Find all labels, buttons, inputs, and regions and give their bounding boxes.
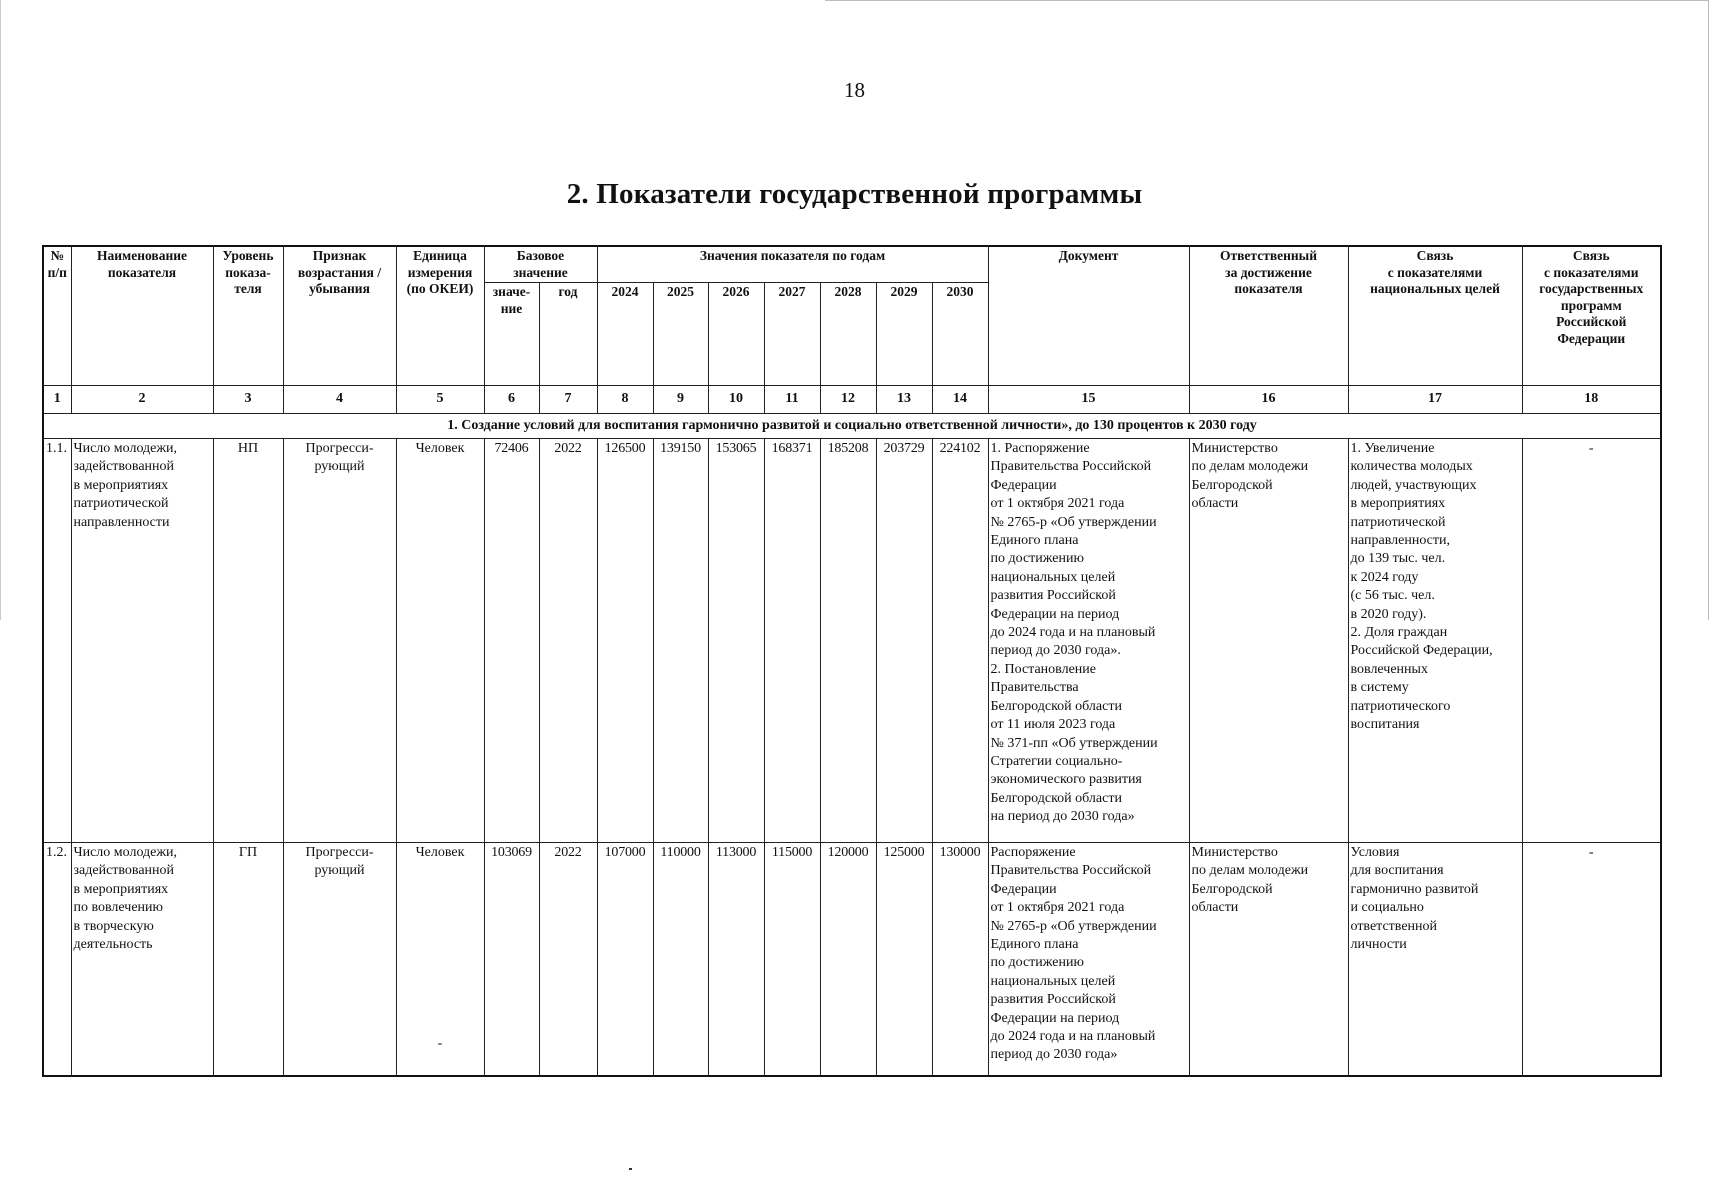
year-value: 110000 [653,843,708,1077]
header-unit: Единица измерения (по ОКЕИ) [396,246,484,386]
row-number: 1.2. [43,843,71,1077]
scan-edge-top [825,0,1709,1]
indicator-name: Число молодежи, задействованной в мероприятиях по вовлечению в творческую деятельность [71,843,213,1077]
header-year: 2030 [932,283,988,386]
indicator-trend: Прогресси- рующий [283,439,396,843]
table-row [43,843,1661,1077]
national-goals-text: Условия для воспитания гармонично развитой и социально ответственной личности [1348,843,1522,1077]
column-number: 14 [932,386,988,414]
year-value: 224102 [932,439,988,843]
indicator-unit: Человек [415,845,465,860]
header-base: Базовое значение [484,246,597,283]
year-value: 203729 [876,439,932,843]
page-title: 2. Показатели государственной программы [566,178,1143,210]
column-number: 3 [213,386,283,414]
section-row [43,414,1661,439]
national-goals-text: 1. Увеличение количества молодых людей, участвующих в мероприятиях патриотической направленности, до 139 тыс. чел. к 2024 году (с 56 тыс. чел. в 2020 году). 2. Доля граждан Российской Федерации, вовлеченных в систему патриотического воспитания [1348,439,1522,843]
header-trend: Признак возрастания / убывания [283,246,396,386]
year-value: 153065 [708,439,764,843]
header-base-value: значе- ние [484,283,539,386]
year-value: 126500 [597,439,653,843]
scan-speck [629,1168,632,1170]
indicator-unit-cell [396,843,484,1077]
header-responsible: Ответственный за достижение показателя [1189,246,1348,386]
header-no: № п/п [43,246,71,386]
state-programs-text: - [1522,843,1661,1077]
header-document: Документ [988,246,1189,386]
header-year: 2024 [597,283,653,386]
column-number: 12 [820,386,876,414]
column-number: 9 [653,386,708,414]
year-value: 125000 [876,843,932,1077]
column-number: 11 [764,386,820,414]
header-year: 2029 [876,283,932,386]
header-base-year: год [539,283,597,386]
header-values-by-year: Значения показателя по годам [597,246,988,283]
responsible-text: Министерство по делам молодежи Белгородской области [1189,843,1348,1077]
column-number: 8 [597,386,653,414]
year-value: 113000 [708,843,764,1077]
indicator-unit: Человек [396,439,484,843]
column-number: 18 [1522,386,1661,414]
column-number: 4 [283,386,396,414]
year-value: 115000 [764,843,820,1077]
unit-dash-mark: - [437,1035,443,1051]
header-row [43,246,1661,283]
indicator-name: Число молодежи, задействованной в мероприятиях патриотической направленности [71,439,213,843]
row-number: 1.1. [43,439,71,843]
indicator-level: НП [213,439,283,843]
page-number: 18 [844,78,865,102]
header-level: Уровень показа- теля [213,246,283,386]
state-programs-text: - [1522,439,1661,843]
table-row [43,439,1661,843]
header-state-programs: Связь с показателями государственных программ Российской Федерации [1522,246,1661,386]
section-title: 1. Создание условий для воспитания гармонично развитой и социально ответственной личности», до 130 процентов к 2030 году [43,414,1661,439]
header-year: 2025 [653,283,708,386]
header-national-goals: Связь с показателями национальных целей [1348,246,1522,386]
header-name: Наименование показателя [71,246,213,386]
header-year: 2026 [708,283,764,386]
indicator-level: ГП [213,843,283,1077]
column-number: 15 [988,386,1189,414]
base-value: 72406 [484,439,539,843]
base-year: 2022 [539,439,597,843]
header-year: 2028 [820,283,876,386]
column-number: 5 [396,386,484,414]
year-value: 107000 [597,843,653,1077]
year-value: 168371 [764,439,820,843]
base-year: 2022 [539,843,597,1077]
year-value: 130000 [932,843,988,1077]
column-number: 2 [71,386,213,414]
base-value: 103069 [484,843,539,1077]
column-numbers-row [43,386,1661,414]
column-number: 17 [1348,386,1522,414]
indicators-table [42,245,1662,1077]
column-number: 6 [484,386,539,414]
column-number: 16 [1189,386,1348,414]
document-text: 1. Распоряжение Правительства Российской Федерации от 1 октября 2021 года № 2765-р «Об утверждении Единого плана по достижению национальных целей развития Российской Федерации на период до 2024 года и на плановый период до 2030 года». 2. Постановление Правительства Белгородской области от 11 июля 2023 года № 371-пп «Об утверждении Стратегии социально- экономического развития Белгородской области на период до 2030 года» [988,439,1189,843]
responsible-text: Министерство по делам молодежи Белгородской области [1189,439,1348,843]
header-year: 2027 [764,283,820,386]
indicator-trend: Прогресси- рующий [283,843,396,1077]
year-value: 120000 [820,843,876,1077]
column-number: 1 [43,386,71,414]
document-text: Распоряжение Правительства Российской Федерации от 1 октября 2021 года № 2765-р «Об утверждении Единого плана по достижению национальных целей развития Российской Федерации на период до 2024 года и на плановый период до 2030 года» [988,843,1189,1077]
column-number: 13 [876,386,932,414]
year-value: 139150 [653,439,708,843]
column-number: 7 [539,386,597,414]
year-value: 185208 [820,439,876,843]
column-number: 10 [708,386,764,414]
